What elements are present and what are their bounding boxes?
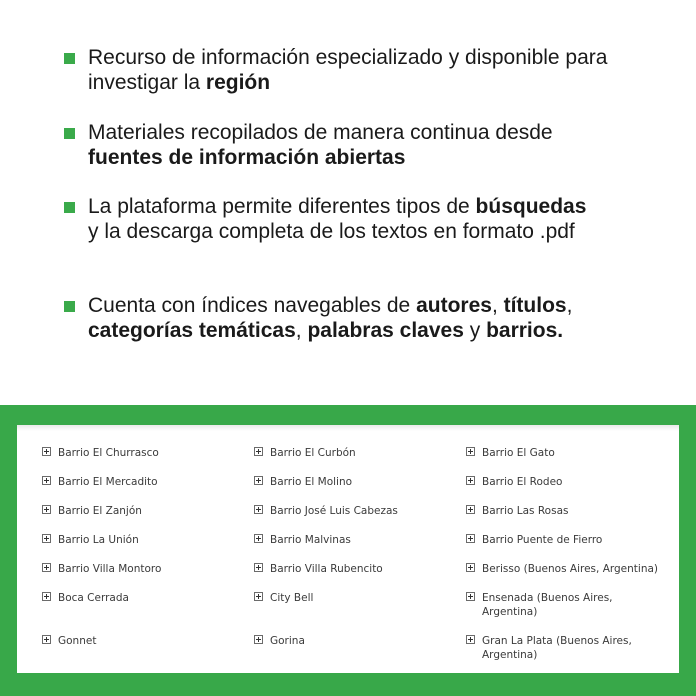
- index-entry[interactable]: [42, 533, 232, 547]
- expand-plus-icon[interactable]: [466, 447, 475, 456]
- entry-label[interactable]: Barrio Villa Rubencito: [270, 563, 383, 575]
- expand-plus-icon[interactable]: [42, 505, 51, 514]
- entry-label[interactable]: Barrio Las Rosas: [482, 505, 569, 517]
- expand-plus-icon[interactable]: [42, 563, 51, 572]
- bullet-item-2: [64, 120, 664, 170]
- bullet-item-3: [64, 194, 664, 244]
- entry-label[interactable]: Barrio El Mercadito: [58, 476, 158, 488]
- entry-label[interactable]: Berisso (Buenos Aires, Argentina): [482, 563, 659, 575]
- expand-plus-icon[interactable]: [42, 635, 51, 644]
- expand-plus-icon[interactable]: [466, 534, 475, 543]
- panel-top-shadow: [17, 425, 679, 431]
- entry-label[interactable]: Gonnet: [58, 635, 97, 647]
- bullet-text: Cuenta con índices navegables de autores, títulos, categorías temáticas, palabras claves y barrios.: [88, 294, 573, 342]
- bullet-square-icon: [64, 202, 75, 213]
- bullet-text: Recurso de información especializado y disponible para investigar la región: [88, 46, 608, 94]
- expand-plus-icon[interactable]: [254, 563, 263, 572]
- expand-plus-icon[interactable]: [42, 534, 51, 543]
- index-entry[interactable]: [42, 634, 232, 648]
- entry-label[interactable]: Barrio El Molino: [270, 476, 353, 488]
- entry-label[interactable]: Barrio El Rodeo: [482, 476, 563, 488]
- expand-plus-icon[interactable]: [466, 592, 475, 601]
- entry-label[interactable]: Barrio José Luis Cabezas: [270, 505, 398, 517]
- entry-label[interactable]: Gran La Plata (Buenos Aires, Argentina): [482, 635, 632, 661]
- entry-label[interactable]: Barrio El Gato: [482, 447, 555, 459]
- index-entry[interactable]: [254, 475, 444, 489]
- expand-plus-icon[interactable]: [254, 447, 263, 456]
- entry-label[interactable]: Ensenada (Buenos Aires, Argentina): [482, 592, 613, 618]
- entry-label[interactable]: Barrio Malvinas: [270, 534, 351, 546]
- index-entry[interactable]: [254, 634, 444, 648]
- expand-plus-icon[interactable]: [42, 592, 51, 601]
- expand-plus-icon[interactable]: [466, 563, 475, 572]
- bullet-item-1: [64, 45, 664, 95]
- index-entry[interactable]: [254, 504, 444, 518]
- expand-plus-icon[interactable]: [254, 592, 263, 601]
- index-entry[interactable]: [254, 562, 444, 576]
- entry-label[interactable]: Barrio Villa Montoro: [58, 563, 162, 575]
- bullet-item-4: [64, 293, 664, 343]
- expand-plus-icon[interactable]: [466, 635, 475, 644]
- expand-plus-icon[interactable]: [466, 505, 475, 514]
- barrios-index-panel: [17, 425, 679, 673]
- entry-label[interactable]: Barrio El Churrasco: [58, 447, 159, 459]
- expand-plus-icon[interactable]: [254, 505, 263, 514]
- entry-label[interactable]: Gorina: [270, 635, 305, 647]
- index-entry[interactable]: [42, 591, 232, 605]
- expand-plus-icon[interactable]: [254, 534, 263, 543]
- index-entry[interactable]: [42, 475, 232, 489]
- index-entry[interactable]: [466, 446, 666, 460]
- expand-plus-icon[interactable]: [254, 476, 263, 485]
- index-entry[interactable]: [466, 591, 626, 619]
- entry-label[interactable]: Boca Cerrada: [58, 592, 129, 604]
- entry-label[interactable]: Barrio El Zanjón: [58, 505, 142, 517]
- bullet-text: La plataforma permite diferentes tipos de búsquedas y la descarga completa de los textos en formato .pdf: [88, 195, 587, 243]
- index-entry[interactable]: [466, 504, 666, 518]
- entry-label[interactable]: Barrio La Unión: [58, 534, 139, 546]
- expand-plus-icon[interactable]: [42, 447, 51, 456]
- bullet-square-icon: [64, 128, 75, 139]
- index-entry[interactable]: [466, 634, 651, 662]
- bullet-square-icon: [64, 53, 75, 64]
- entry-label[interactable]: Barrio Puente de Fierro: [482, 534, 603, 546]
- entry-label[interactable]: Barrio El Curbón: [270, 447, 356, 459]
- index-entry[interactable]: [254, 533, 444, 547]
- index-entry[interactable]: [42, 504, 232, 518]
- index-entry[interactable]: [254, 446, 444, 460]
- index-entry[interactable]: [42, 562, 232, 576]
- expand-plus-icon[interactable]: [466, 476, 475, 485]
- index-entry[interactable]: [466, 533, 666, 547]
- bullet-square-icon: [64, 301, 75, 312]
- bullet-text: Materiales recopilados de manera continua desde fuentes de información abiertas: [88, 121, 553, 169]
- index-entry[interactable]: [466, 475, 666, 489]
- expand-plus-icon[interactable]: [254, 635, 263, 644]
- index-entry[interactable]: [254, 591, 444, 605]
- index-entry[interactable]: [42, 446, 232, 460]
- index-entry[interactable]: [466, 562, 671, 576]
- entry-label[interactable]: City Bell: [270, 592, 314, 604]
- expand-plus-icon[interactable]: [42, 476, 51, 485]
